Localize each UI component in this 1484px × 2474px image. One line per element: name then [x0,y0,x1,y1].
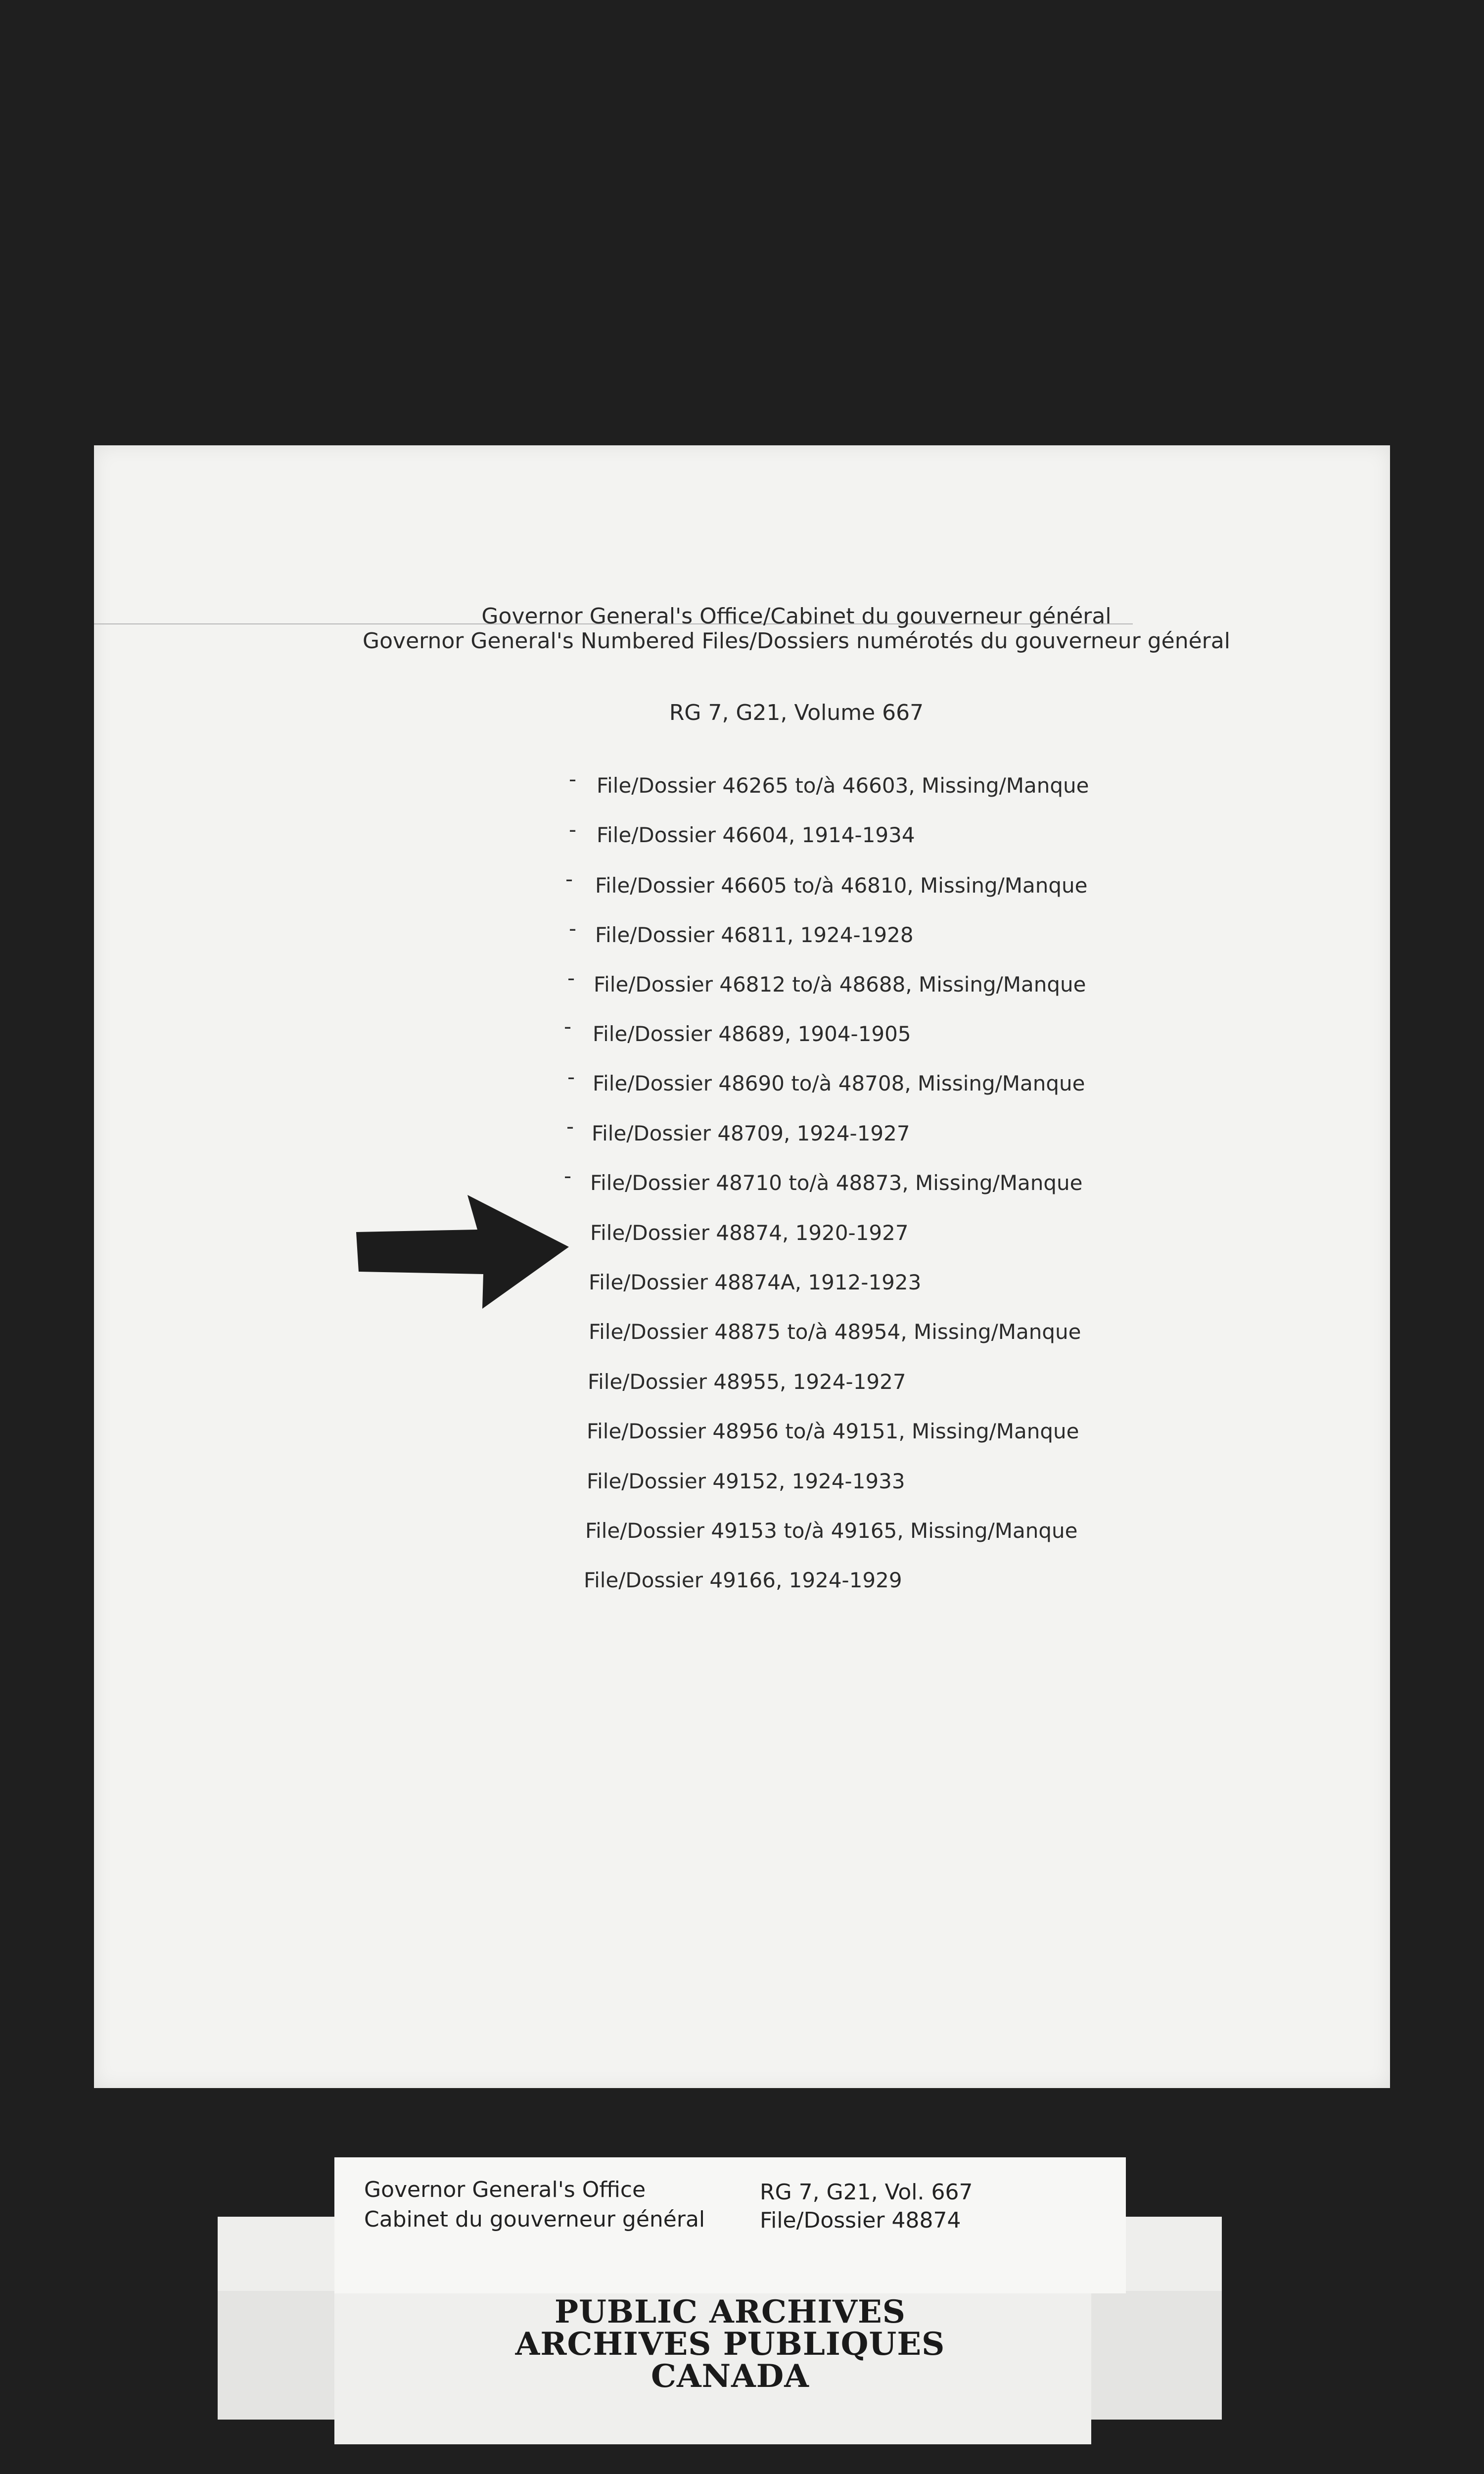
file-entry-highlighted: File/Dossier 48874, 1920-1927 [590,1221,909,1245]
document-page [94,445,1390,2088]
file-entry: File/Dossier 49152, 1924-1933 [587,1469,905,1493]
volume-reference: RG 7, G21, Volume 667 [669,700,924,725]
header-office: Governor General's Office/Cabinet du gouverneur général [481,604,1112,629]
tick-mark: - [564,1014,572,1039]
file-entry: File/Dossier 48955, 1924-1927 [588,1370,906,1394]
file-entry: File/Dossier 48710 to/à 48873, Missing/Manque [590,1171,1083,1195]
stamp-line-1: PUBLIC ARCHIVES [554,2293,906,2331]
file-entry: File/Dossier 48956 to/à 49151, Missing/Manque [587,1419,1079,1443]
tick-mark: - [564,1164,572,1188]
file-entry: File/Dossier 48689, 1904-1905 [593,1022,911,1046]
file-entry: File/Dossier 46812 to/à 48688, Missing/Manque [594,972,1086,997]
file-entry: File/Dossier 46811, 1924-1928 [595,923,914,947]
tick-mark: - [569,916,577,941]
file-entry: File/Dossier 48690 to/à 48708, Missing/Manque [593,1071,1085,1095]
tick-mark: - [567,1065,575,1089]
tick-mark: - [566,1114,574,1139]
tick-mark: - [569,817,577,842]
file-entry: File/Dossier 48875 to/à 48954, Missing/Manque [589,1320,1081,1344]
tick-mark: - [565,867,573,891]
tick-mark: - [567,966,575,990]
identification-label [334,2157,1126,2293]
stamp-line-3: CANADA [651,2358,809,2395]
label-reference: RG 7, G21, Vol. 667 [760,2180,973,2205]
file-entry: File/Dossier 48709, 1924-1927 [592,1121,910,1145]
label-file: File/Dossier 48874 [760,2208,961,2233]
arrow-pointer-icon [354,1185,571,1314]
label-office-en: Governor General's Office [364,2177,646,2202]
label-office-fr: Cabinet du gouverneur général [364,2207,705,2232]
file-entry: File/Dossier 48874A, 1912-1923 [589,1270,922,1294]
file-entry: File/Dossier 49153 to/à 49165, Missing/Manque [585,1519,1078,1543]
header-files: Governor General's Numbered Files/Dossiers numérotés du gouverneur général [363,628,1230,654]
tick-mark: - [569,767,577,791]
file-entry: File/Dossier 46605 to/à 46810, Missing/Manque [595,873,1088,898]
file-entry: File/Dossier 46265 to/à 46603, Missing/Manque [597,773,1089,798]
file-entry: File/Dossier 49166, 1924-1929 [584,1568,902,1592]
file-entry: File/Dossier 46604, 1914-1934 [597,823,915,847]
stamp-line-2: ARCHIVES PUBLIQUES [515,2326,945,2363]
